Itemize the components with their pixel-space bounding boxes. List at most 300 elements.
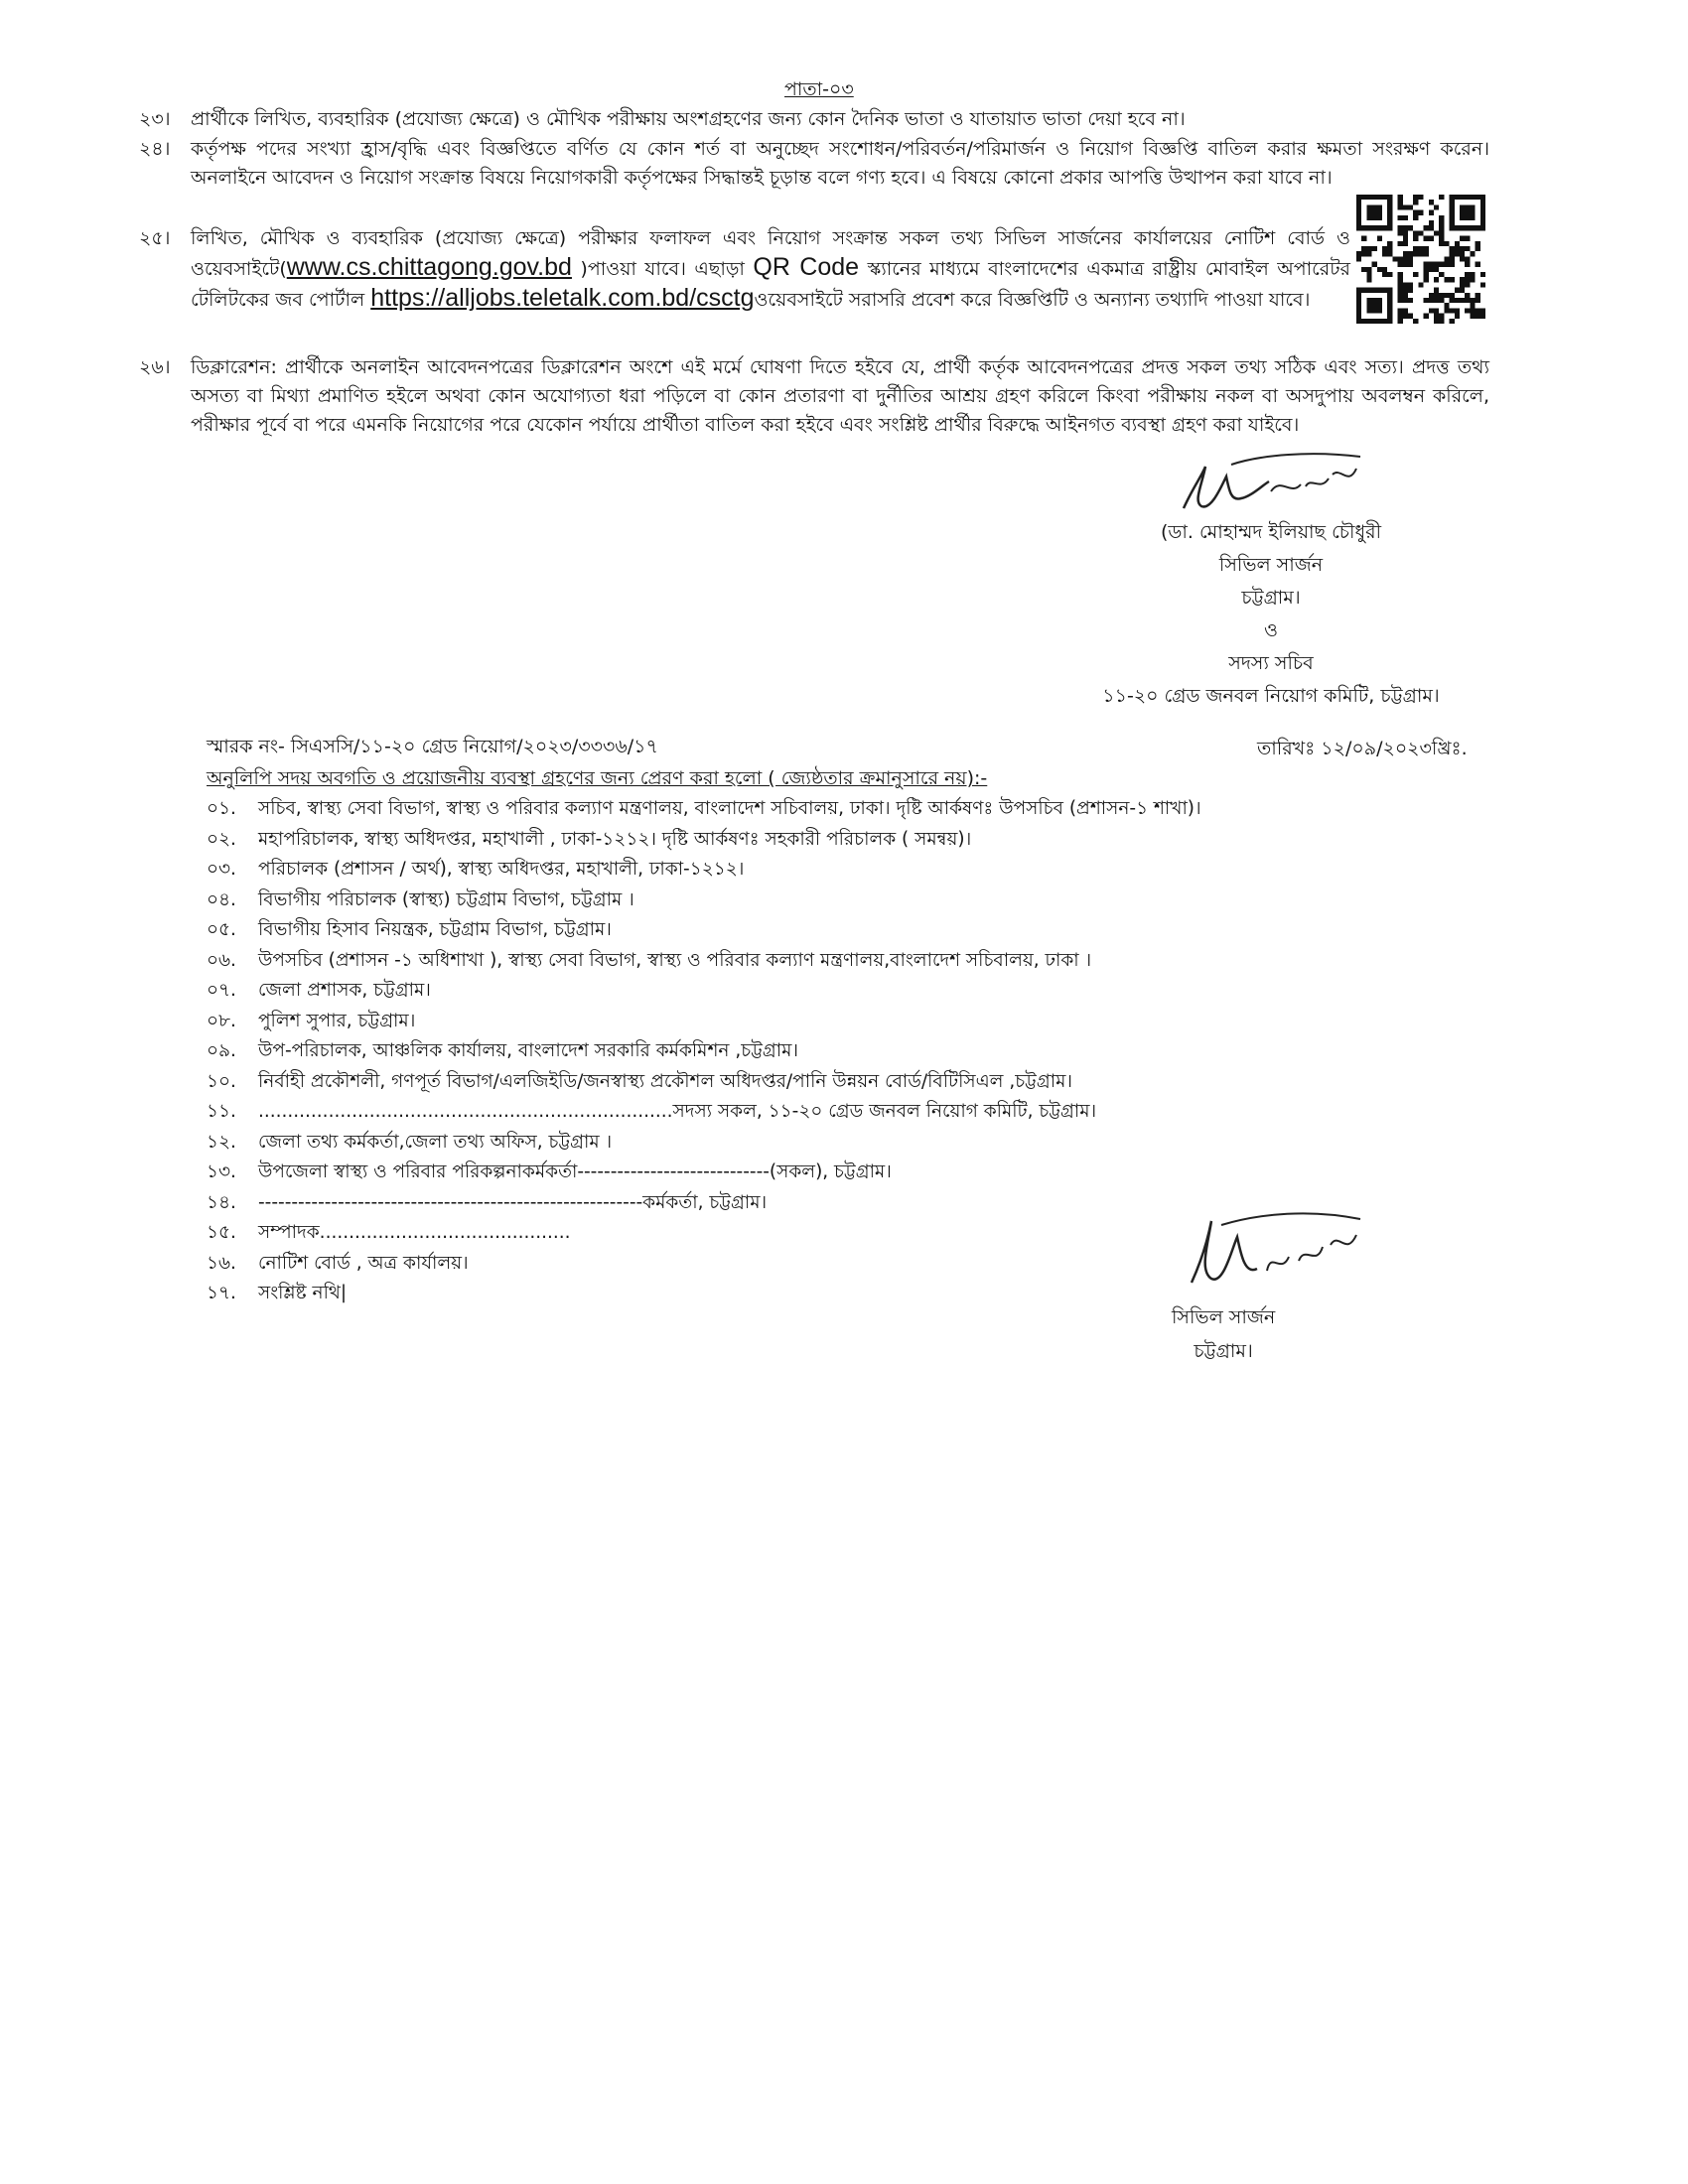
qr-module <box>1408 314 1413 319</box>
item-text: পরিচালক (প্রশাসন / অর্থ), স্বাস্থ্য অধিদপ্তর, মহাখালী, ঢাকা-১২১২। <box>258 859 745 880</box>
qr-module <box>1403 256 1408 261</box>
cc-list <box>207 794 1201 1309</box>
qr-code[interactable] <box>1356 195 1485 324</box>
list-item <box>207 1249 1201 1280</box>
qr-module <box>1439 215 1444 220</box>
qr-module <box>1392 256 1397 261</box>
qr-module <box>1366 308 1371 313</box>
item-number: ০৬. <box>207 949 236 971</box>
qr-module <box>1372 262 1377 267</box>
list-item <box>207 855 1201 886</box>
qr-module <box>1424 225 1429 230</box>
qr-module <box>1465 293 1470 298</box>
qr-module <box>1377 308 1382 313</box>
qr-module <box>1366 210 1371 215</box>
qr-module <box>1418 251 1423 256</box>
qr-module <box>1377 205 1382 209</box>
qr-module <box>1382 251 1387 256</box>
qr-module <box>1450 251 1455 256</box>
item-text: উপজেলা স্বাস্থ্য ও পরিবার পরিকল্পনাকর্মকর্তা-----------------------------(সকল), চট্টগ্রাম। <box>258 1161 892 1182</box>
qr-module <box>1450 277 1455 282</box>
item-text: মহাপরিচালক, স্বাস্থ্য অধিদপ্তর, মহাখালী , ঢাকা-১২১২। দৃষ্টি আর্কষণঃ সহকারী পরিচালক ( সমন্বয়)। <box>258 828 972 850</box>
signature-scribble <box>1172 447 1370 526</box>
qr-module <box>1356 215 1361 220</box>
qr-module <box>1408 262 1413 267</box>
qr-module <box>1480 220 1485 225</box>
list-item <box>207 1279 1201 1309</box>
item-number: ১৭. <box>207 1283 236 1303</box>
qr-module <box>1398 256 1403 261</box>
qr-module <box>1429 220 1434 225</box>
qr-module <box>1460 298 1465 303</box>
qr-module <box>1387 195 1392 200</box>
qr-module <box>1387 251 1392 256</box>
qr-module <box>1398 241 1403 246</box>
qr-module <box>1366 298 1371 303</box>
qr-module <box>1450 308 1455 313</box>
item-number: ১৬. <box>207 1252 236 1274</box>
item-text: নোটিশ বোর্ড , অত্র কার্যালয়। <box>258 1252 469 1274</box>
qr-module <box>1372 303 1377 308</box>
qr-module <box>1366 205 1371 209</box>
qr-module <box>1439 262 1444 267</box>
qr-module <box>1408 256 1413 261</box>
qr-module <box>1372 210 1377 215</box>
qr-module <box>1372 215 1377 220</box>
qr-module <box>1366 225 1371 230</box>
qr-module <box>1372 298 1377 303</box>
qr-module <box>1429 267 1434 272</box>
qr-module <box>1455 251 1460 256</box>
item-text: সচিব, স্বাস্থ্য সেবা বিভাগ, স্বাস্থ্য ও পরিবার কল্যাণ মন্ত্রণালয়, বাংলাদেশ সচিবালয়, ঢাকা। দৃষ্টি আর্কষণঃ উপসচিব (প্রশাসন-১ শাখা)। <box>258 798 1201 819</box>
qr-module <box>1403 225 1408 230</box>
qr-module <box>1387 241 1392 246</box>
qr-module <box>1460 195 1465 200</box>
qr-module <box>1403 298 1408 303</box>
item-number: ০৫. <box>207 919 236 940</box>
qr-module <box>1366 303 1371 308</box>
item-number: ১৪. <box>207 1191 236 1213</box>
qr-module <box>1387 314 1392 319</box>
qr-module <box>1387 200 1392 205</box>
qr-module <box>1387 220 1392 225</box>
item-text: উপ-পরিচালক, আঞ্চলিক কার্যালয়, বাংলাদেশ সরকারি কর্মকমিশন ,চট্টগ্রাম। <box>258 1040 798 1061</box>
qr-module <box>1356 205 1361 209</box>
qr-module <box>1429 293 1434 298</box>
qr-module <box>1424 236 1429 241</box>
qr-module <box>1403 308 1408 313</box>
qr-module <box>1455 246 1460 251</box>
qr-module <box>1418 195 1423 200</box>
qr-module <box>1424 262 1429 267</box>
qr-module <box>1398 277 1403 282</box>
qr-module <box>1382 288 1387 293</box>
qr-module <box>1366 319 1371 324</box>
qr-module <box>1356 220 1361 225</box>
item-number: ১৫. <box>207 1222 236 1243</box>
qr-module <box>1413 319 1418 324</box>
qr-module <box>1429 210 1434 215</box>
qr-module <box>1403 230 1408 235</box>
qr-module <box>1429 262 1434 267</box>
list-item <box>207 1128 1201 1159</box>
job-portal-link[interactable]: https://alljobs.teletalk.com.bd/csctg <box>370 284 755 312</box>
qr-module <box>1424 246 1429 251</box>
qr-module <box>1377 319 1382 324</box>
qr-module <box>1361 246 1366 251</box>
qr-module <box>1372 288 1377 293</box>
qr-module <box>1408 298 1413 303</box>
qr-module <box>1460 225 1465 230</box>
website-link[interactable]: www.cs.chittagong.gov.bd <box>286 253 572 281</box>
qr-module <box>1377 267 1382 272</box>
qr-module <box>1366 195 1371 200</box>
qr-module <box>1450 225 1455 230</box>
signatory-name: (ডা. মোহাম্মদ ইলিয়াছ চৌধুরী <box>1160 521 1382 543</box>
qr-module <box>1382 246 1387 251</box>
qr-module <box>1450 210 1455 215</box>
qr-module <box>1455 298 1460 303</box>
qr-module <box>1465 205 1470 209</box>
qr-module <box>1429 236 1434 241</box>
qr-module <box>1465 236 1470 241</box>
qr-module <box>1413 210 1418 215</box>
qr-module <box>1418 230 1423 235</box>
qr-module <box>1476 241 1480 246</box>
clause-text: কর্তৃপক্ষ পদের সংখ্যা হ্রাস/বৃদ্ধি এবং বিজ্ঞপ্তিতে বর্ণিত যে কোন শর্ত বা অনুচ্ছেদ সংশোধন/পরিবর্তন/পরিমার্জন ও নিয়োগ বিজ্ঞপ্তি বাতিল করার ক্ষমতা সংরক্ষণ করেন। অনলাইনে আবেদন ও নিয়োগ সংক্রান্ত বিষয়ে নিয়োগকারী কর্তৃপক্ষের সিদ্ধান্তই চূড়ান্ত বলে গণ্য হবে। এ বিষয়ে কোনো প্রকার আপত্তি উত্থাপন করা যাবে না। <box>191 138 1489 189</box>
qr-module <box>1450 319 1455 324</box>
qr-module <box>1480 200 1485 205</box>
qr-module <box>1382 267 1387 272</box>
qr-module <box>1460 282 1465 287</box>
qr-code-label: QR Code <box>753 253 860 281</box>
qr-module <box>1424 251 1429 256</box>
qr-module <box>1476 262 1480 267</box>
qr-module <box>1439 225 1444 230</box>
qr-module <box>1398 230 1403 235</box>
list-item <box>207 886 1201 916</box>
qr-module <box>1460 236 1465 241</box>
qr-module <box>1403 241 1408 246</box>
clause-text <box>191 224 1350 315</box>
signatory-title: সিভিল সার্জন <box>1172 1306 1276 1328</box>
qr-module <box>1366 246 1371 251</box>
item-text: জেলা তথ্য কর্মকর্তা,জেলা তথ্য অফিস, চট্টগ্রাম । <box>258 1131 613 1153</box>
qr-module <box>1434 262 1439 267</box>
qr-module <box>1455 288 1460 293</box>
qr-module <box>1465 277 1470 282</box>
list-item <box>207 794 1201 825</box>
qr-module <box>1356 293 1361 298</box>
qr-module <box>1413 236 1418 241</box>
qr-module <box>1403 251 1408 256</box>
list-item <box>207 976 1201 1007</box>
qr-module <box>1387 293 1392 298</box>
qr-module <box>1387 272 1392 277</box>
qr-module <box>1387 298 1392 303</box>
qr-module <box>1377 236 1382 241</box>
item-number: ০১. <box>207 798 236 819</box>
qr-module <box>1444 277 1449 282</box>
qr-module <box>1413 200 1418 205</box>
qr-module <box>1434 314 1439 319</box>
item-number: ১৩. <box>207 1161 236 1182</box>
qr-module <box>1460 288 1465 293</box>
qr-module <box>1455 241 1460 246</box>
qr-module <box>1450 293 1455 298</box>
qr-module <box>1450 205 1455 209</box>
qr-module <box>1460 246 1465 251</box>
qr-module <box>1465 195 1470 200</box>
qr-module <box>1398 262 1403 267</box>
qr-module <box>1465 298 1470 303</box>
qr-module <box>1356 288 1361 293</box>
page-label: পাতা-০৩ <box>784 78 854 100</box>
qr-module <box>1372 195 1377 200</box>
qr-module <box>1403 236 1408 241</box>
qr-module <box>1361 267 1366 272</box>
signatory-title: সিভিল সার্জন <box>1218 554 1324 576</box>
qr-module <box>1413 272 1418 277</box>
clause-number: ২৪। <box>139 138 171 160</box>
signature-block-2 <box>1172 1300 1275 1368</box>
item-text: জেলা প্রশাসক, চট্টগ্রাম। <box>258 980 431 1001</box>
qr-module <box>1465 246 1470 251</box>
qr-module <box>1361 225 1366 230</box>
qr-module <box>1465 282 1470 287</box>
qr-module <box>1450 220 1455 225</box>
qr-module <box>1408 282 1413 287</box>
qr-module <box>1377 298 1382 303</box>
qr-module <box>1418 210 1423 215</box>
qr-module <box>1439 298 1444 303</box>
qr-module <box>1480 195 1485 200</box>
qr-module <box>1403 215 1408 220</box>
qr-module <box>1470 272 1475 277</box>
qr-module <box>1465 215 1470 220</box>
item-number: ০৮. <box>207 1010 236 1031</box>
qr-module <box>1387 246 1392 251</box>
qr-module <box>1361 319 1366 324</box>
qr-module <box>1480 314 1485 319</box>
qr-module <box>1444 303 1449 308</box>
qr-module <box>1372 308 1377 313</box>
qr-module <box>1413 251 1418 256</box>
qr-module <box>1398 308 1403 313</box>
qr-module <box>1361 288 1366 293</box>
clause-number: ২৬। <box>139 356 171 378</box>
qr-module <box>1465 210 1470 215</box>
clause-text: ডিক্লারেশন: প্রার্থীকে অনলাইন আবেদনপত্রের ডিক্লারেশন অংশে এই মর্মে ঘোষণা দিতে হইবে যে, প্রার্থী কর্তৃক আবেদনপত্রের প্রদত্ত সকল তথ্য সঠিক এবং সত্য। প্রদত্ত তথ্য অসত্য বা মিথ্যা প্রমাণিত হইলে অথবা কোন অযোগ্যতা ধরা পড়িলে বা কোন প্রতারণা বা দুর্নীতির আশ্রয় গ্রহণ করিলে কিংবা পরীক্ষায় নকল বা অসদুপায় অবলম্বন করিলে, পরীক্ষার পূর্বে বা পরে এমনকি নিয়োগের পরে যেকোন পর্যায়ে প্রার্থীতা বাতিল করা হইবে এবং সংশ্লিষ্ট প্রার্থীর বিরুদ্ধে আইনগত ব্যবস্থা গ্রহণ করা যাইবে। <box>191 356 1489 436</box>
item-number: ০৯. <box>207 1040 236 1061</box>
signature-scribble <box>1172 1201 1370 1300</box>
clause-26 <box>139 353 1489 440</box>
qr-module <box>1439 272 1444 277</box>
qr-module <box>1398 288 1403 293</box>
qr-module <box>1470 303 1475 308</box>
qr-module <box>1387 319 1392 324</box>
qr-module <box>1408 251 1413 256</box>
clause-text-part: )পাওয়া যাবে। এছাড়া <box>571 258 754 280</box>
qr-module <box>1429 308 1434 313</box>
qr-module <box>1387 303 1392 308</box>
qr-module <box>1439 236 1444 241</box>
clause-number: ২৫। <box>139 227 171 249</box>
qr-module <box>1465 225 1470 230</box>
list-item <box>207 915 1201 946</box>
qr-module <box>1450 215 1455 220</box>
qr-module <box>1366 277 1371 282</box>
list-item <box>207 1097 1201 1128</box>
qr-module <box>1470 251 1475 256</box>
clause-24 <box>139 135 1489 193</box>
qr-module <box>1429 298 1434 303</box>
qr-module <box>1476 298 1480 303</box>
qr-module <box>1382 319 1387 324</box>
qr-module <box>1408 225 1413 230</box>
qr-module <box>1424 314 1429 319</box>
qr-module <box>1450 246 1455 251</box>
qr-module <box>1398 225 1403 230</box>
item-number: ১০. <box>207 1070 236 1092</box>
qr-module <box>1455 225 1460 230</box>
memo-number: স্মারক নং- সিএসসি/১১-২০ গ্রেড নিয়োগ/২০২৩/৩৩৩৬/১৭ <box>207 736 658 757</box>
qr-module <box>1361 195 1366 200</box>
signatory-place: চট্টগ্রাম। <box>1241 587 1301 609</box>
qr-module <box>1356 303 1361 308</box>
qr-module <box>1387 210 1392 215</box>
list-item <box>207 1007 1201 1037</box>
signature-block-1 <box>1092 516 1450 713</box>
qr-module <box>1429 200 1434 205</box>
qr-module <box>1382 195 1387 200</box>
clause-text-part: ওয়েবসাইটে সরাসরি প্রবেশ করে বিজ্ঞপ্তিটি ও অন্যান্য তথ্যাদি পাওয়া যাবে। <box>754 289 1311 311</box>
qr-module <box>1470 298 1475 303</box>
qr-module <box>1480 215 1485 220</box>
qr-module <box>1439 220 1444 225</box>
qr-module <box>1398 319 1403 324</box>
qr-module <box>1434 319 1439 324</box>
qr-module <box>1356 210 1361 215</box>
qr-module <box>1418 246 1423 251</box>
qr-module <box>1450 195 1455 200</box>
qr-module <box>1455 314 1460 319</box>
qr-module <box>1434 205 1439 209</box>
qr-module <box>1366 215 1371 220</box>
clause-25 <box>139 224 1489 315</box>
qr-module <box>1470 225 1475 230</box>
qr-module <box>1460 256 1465 261</box>
qr-module <box>1403 205 1408 209</box>
qr-module <box>1434 288 1439 293</box>
qr-module <box>1470 210 1475 215</box>
qr-module <box>1470 308 1475 313</box>
list-item <box>207 825 1201 856</box>
qr-module <box>1424 267 1429 272</box>
signatory-role: সদস্য সচিব <box>1228 652 1314 674</box>
cc-header: অনুলিপি সদয় অবগতি ও প্রয়োজনীয় ব্যবস্থা গ্রহণের জন্য প্রেরণ করা হলো ( জ্যেষ্ঠতার ক্রমানুসারে নয়):- <box>207 767 988 789</box>
qr-module <box>1460 215 1465 220</box>
qr-module <box>1470 205 1475 209</box>
qr-module <box>1366 251 1371 256</box>
clause-23 <box>139 105 1489 134</box>
qr-module <box>1403 282 1408 287</box>
qr-module <box>1356 308 1361 313</box>
qr-module <box>1413 215 1418 220</box>
qr-module <box>1476 314 1480 319</box>
item-text: পুলিশ সুপার, চট্টগ্রাম। <box>258 1010 416 1031</box>
qr-module <box>1366 267 1371 272</box>
qr-module <box>1434 277 1439 282</box>
qr-module <box>1413 195 1418 200</box>
memo-date: তারিখঃ ১২/০৯/২০২৩খ্রিঃ. <box>1257 738 1468 759</box>
item-text: সম্পাদক........................................... <box>258 1222 571 1243</box>
qr-module <box>1356 256 1361 261</box>
qr-module <box>1450 298 1455 303</box>
clause-text-part: স্ক্যানের মাধ্যমে বাংলাদেশের একমাত্র রাষ্ট্রীয় মোবাইল অপারেটর টেলিটকের জব পোর্টাল <box>191 258 1350 311</box>
qr-module <box>1434 293 1439 298</box>
qr-module <box>1403 262 1408 267</box>
qr-module <box>1465 272 1470 277</box>
qr-module <box>1476 195 1480 200</box>
qr-module <box>1387 288 1392 293</box>
qr-module <box>1372 246 1377 251</box>
qr-module <box>1398 205 1403 209</box>
qr-module <box>1398 200 1403 205</box>
item-text: বিভাগীয় পরিচালক (স্বাস্থ্য) চট্টগ্রাম বিভাগ, চট্টগ্রাম । <box>258 888 634 910</box>
qr-module <box>1398 272 1403 277</box>
qr-module <box>1480 205 1485 209</box>
qr-module <box>1403 314 1408 319</box>
qr-module <box>1460 277 1465 282</box>
qr-module <box>1398 314 1403 319</box>
item-text: .......................................................................সদস্য সকল, ১১-২০ গ্রেড জনবল নিয়োগ কমিটি, চট্টগ্রাম। <box>258 1101 1097 1122</box>
qr-module <box>1444 293 1449 298</box>
qr-module <box>1356 319 1361 324</box>
qr-module <box>1387 308 1392 313</box>
qr-module <box>1366 288 1371 293</box>
qr-module <box>1434 267 1439 272</box>
list-item <box>207 1218 1201 1249</box>
qr-module <box>1480 282 1485 287</box>
qr-module <box>1476 308 1480 313</box>
list-item <box>207 946 1201 977</box>
list-item <box>207 1188 1201 1219</box>
qr-module <box>1424 272 1429 277</box>
qr-module <box>1460 205 1465 209</box>
qr-module <box>1398 293 1403 298</box>
item-number: ১২. <box>207 1131 236 1153</box>
qr-module <box>1465 262 1470 267</box>
qr-module <box>1439 293 1444 298</box>
qr-module <box>1418 282 1423 287</box>
qr-module <box>1387 225 1392 230</box>
qr-module <box>1424 298 1429 303</box>
qr-module <box>1377 215 1382 220</box>
qr-module <box>1372 225 1377 230</box>
qr-module <box>1480 272 1485 277</box>
qr-module <box>1387 205 1392 209</box>
item-number: ১১. <box>207 1101 236 1122</box>
qr-module <box>1366 272 1371 277</box>
qr-module <box>1439 314 1444 319</box>
qr-module <box>1450 262 1455 267</box>
item-number: ০৭. <box>207 980 236 1001</box>
qr-module <box>1403 293 1408 298</box>
qr-module <box>1460 210 1465 215</box>
qr-module <box>1377 303 1382 308</box>
qr-module <box>1372 319 1377 324</box>
